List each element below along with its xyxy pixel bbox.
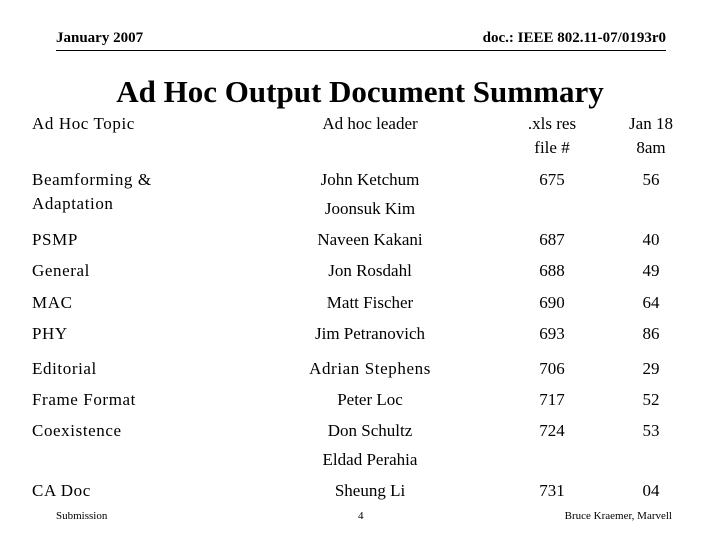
header-doc-id: doc.: IEEE 802.11-07/0193r0 (482, 30, 666, 46)
topic-line: Adaptation (32, 194, 114, 213)
topic-line: Beamforming & (32, 170, 152, 189)
leader-cell: Adrian Stephens (309, 359, 431, 378)
file-cell: 690 (539, 293, 565, 312)
file-cell: 687 (539, 230, 565, 249)
jan18-cell: 49 (642, 261, 660, 280)
jan18-cell: 56 (642, 170, 660, 189)
leader-cell: Jon Rosdahl (328, 261, 412, 280)
file-cell: 724 (539, 421, 565, 440)
header-date: January 2007 (56, 30, 144, 46)
footer-submission: Submission (56, 510, 108, 522)
topic-cell (32, 168, 282, 216)
column-header-leader: Ad hoc leader (322, 114, 418, 133)
file-cell: 693 (539, 324, 565, 343)
leader-cell: Jim Petranovich (314, 324, 425, 343)
column-header-jan18 (606, 112, 696, 160)
leader-cell: Naveen Kakani (317, 230, 423, 249)
leader-cell (260, 168, 480, 221)
footer-author: Bruce Kraemer, Marvell (564, 510, 672, 522)
file-cell: 717 (539, 390, 565, 409)
topic-cell: Editorial (32, 359, 97, 378)
leader-cell: Peter Loc (337, 390, 403, 409)
jan18-cell: 29 (642, 359, 660, 378)
column-header-file-line1: .xls res (527, 114, 577, 133)
leader-line: John Ketchum (320, 170, 420, 189)
file-cell: 731 (539, 481, 565, 500)
column-header-file-line2: file # (534, 138, 570, 157)
file-cell: 706 (539, 359, 565, 378)
column-header-jan18-line1: Jan 18 (629, 114, 673, 133)
file-cell: 688 (539, 261, 565, 280)
leader-line: Don Schultz (327, 421, 413, 440)
jan18-cell: 86 (642, 324, 660, 343)
topic-cell: Coexistence (32, 421, 122, 440)
jan18-cell: 52 (642, 390, 660, 409)
topic-cell: PSMP (32, 230, 78, 249)
topic-cell: Frame Format (32, 390, 136, 409)
jan18-cell: 64 (642, 293, 660, 312)
page-title: Ad Hoc Output Document Summary (116, 74, 604, 109)
topic-cell: MAC (32, 293, 73, 312)
leader-cell: Matt Fischer (326, 293, 414, 312)
jan18-cell: 53 (642, 421, 660, 440)
leader-line: Joonsuk Kim (324, 199, 416, 218)
header-rule (56, 50, 666, 51)
footer-page-number: 4 (358, 510, 364, 522)
leader-cell: Sheung Li (334, 481, 406, 500)
column-header-file (498, 112, 606, 160)
jan18-cell: 04 (642, 481, 660, 500)
leader-line: Eldad Perahia (322, 450, 418, 469)
column-header-topic: Ad Hoc Topic (32, 114, 135, 133)
topic-cell: General (32, 261, 90, 280)
jan18-cell: 40 (642, 230, 660, 249)
column-header-jan18-line2: 8am (636, 138, 666, 157)
file-cell: 675 (539, 170, 565, 189)
topic-cell: CA Doc (32, 481, 91, 500)
leader-cell (260, 419, 480, 472)
topic-cell: PHY (32, 324, 68, 343)
